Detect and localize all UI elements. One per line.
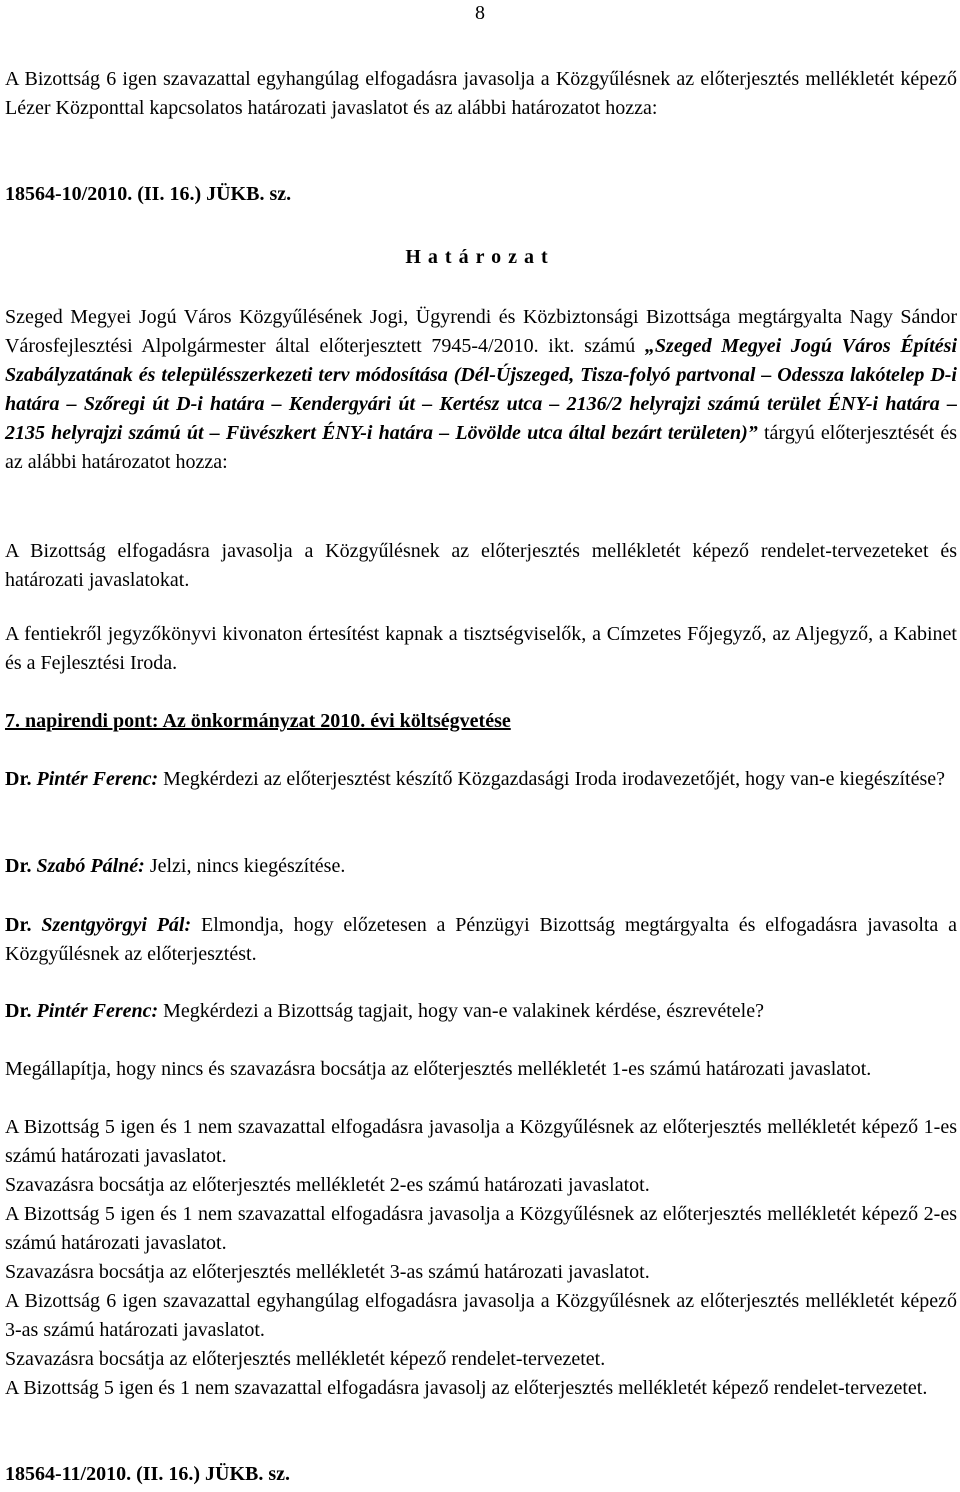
statement-text: Elmondja, hogy előzetesen a Pénzügyi Bizottság megtárgyalta és elfogadásra javasolta a Közgyűlésnek az előterjesztést. [5, 914, 958, 965]
vote-line-7: Szavazásra bocsátja az előterjesztés mellékletét képező rendelet-tervezetet. [5, 1348, 606, 1370]
speaker-title: Dr. [5, 768, 32, 790]
vote-line-4: A Bizottság 5 igen és 1 nem szavazattal elfogadásra javasolja a Közgyűlésnek az előterjesztés mellékletét képező 2-es számú határozati javaslatot. [5, 1203, 957, 1254]
vote-line-3: Szavazásra bocsátja az előterjesztés mellékletét 2-es számú határozati javaslatot. [5, 1174, 650, 1196]
resolution-body-subject: „Szeged Megyei Jogú Város Építési Szabályzatának és településszerkezeti terv módosítása (Dél-Újszeged, Tisza-folyó partvonal – Odessza lakótelep D-i határa – Szőregi út D-i határa – Kendergyári út – Kertész utca – 2136/2 helyrajzi számú terület ÉNY-i határa – 2135 helyrajzi számú út – Füvészkert ÉNY-i határa – Lövölde utca által bezárt területen)” [5, 335, 958, 444]
resolution-number-10: 18564-10/2010. (II. 16.) JÜKB. sz. [5, 183, 292, 205]
vote-line-1: Megállapítja, hogy nincs és szavazásra bocsátja az előterjesztés mellékletét 1-es számú határozati javaslatot. [5, 1058, 872, 1080]
speaker-title: Dr. [5, 914, 32, 936]
statement-text: Megkérdezi az előterjesztést készítő Közgazdasági Iroda irodavezetőjét, hogy van-e kiegészítése? [163, 768, 945, 790]
vote-line-6: A Bizottság 6 igen szavazattal egyhangúlag elfogadásra javasolja a Közgyűlésnek az előterjesztés mellékletét képező 3-as számú határozati javaslatot. [5, 1290, 957, 1341]
speaker-name: Pintér Ferenc: [36, 768, 159, 790]
resolution-body-intro: Szeged Megyei Jogú Város Közgyűlésének Jogi, Ügyrendi és Közbiztonsági Bizottsága megtárgyalta Nagy Sándor Városfejlesztési Alpolgármester által előterjesztett 7945-4/2010. ikt. számú [5, 306, 957, 357]
statement-pinter-1 [5, 765, 957, 794]
speaker-title: Dr. [5, 855, 32, 877]
resolution-title: Határozat [405, 246, 555, 268]
statement-pinter-2 [5, 997, 957, 1026]
resolution-body-end: tárgyú előterjesztését és az alábbi határozatot hozza: [5, 422, 957, 473]
page-number: 8 [475, 2, 485, 24]
speaker-title: Dr. [5, 1000, 32, 1022]
speaker-name: Szabó Pálné: [36, 855, 145, 877]
paragraph-notification: A fentiekről jegyzőkönyvi kivonaton értesítést kapnak a tisztségviselők, a Címzetes Főjegyző, az Aljegyző, a Kabinet és a Fejlesztési Iroda. [5, 623, 957, 674]
agenda-item-7-heading: 7. napirendi pont: Az önkormányzat 2010. évi költségvetése [5, 710, 511, 732]
paragraph-vote-laser-center: A Bizottság 6 igen szavazattal egyhangúlag elfogadásra javasolja a Közgyűlésnek az előterjesztés mellékletét képező Lézer Központtal kapcsolatos határozati javaslatot és az alábbi határozatot hozza: [5, 68, 957, 119]
statement-text: Jelzi, nincs kiegészítése. [149, 855, 346, 877]
vote-line-8: A Bizottság 5 igen és 1 nem szavazattal elfogadásra javasolj az előterjesztés mellékletét képező rendelet-tervezetet. [5, 1377, 928, 1399]
resolution-number-11: 18564-11/2010. (II. 16.) JÜKB. sz. [5, 1463, 290, 1485]
paragraph-recommendation: A Bizottság elfogadásra javasolja a Közgyűlésnek az előterjesztés mellékletét képező rendelet-tervezeteket és határozati javaslatokat. [5, 540, 957, 591]
vote-line-5: Szavazásra bocsátja az előterjesztés mellékletét 3-as számú határozati javaslatot. [5, 1261, 650, 1283]
speaker-name: Pintér Ferenc: [36, 1000, 159, 1022]
statement-szabo [5, 852, 957, 881]
speaker-name: Szentgyörgyi Pál: [41, 914, 192, 936]
vote-line-2: A Bizottság 5 igen és 1 nem szavazattal elfogadásra javasolja a Közgyűlésnek az előterjesztés mellékletét képező 1-es számú határozati javaslatot. [5, 1116, 957, 1167]
statement-text: Megkérdezi a Bizottság tagjait, hogy van-e valakinek kérdése, észrevétele? [163, 1000, 764, 1022]
paragraph-resolution-body [5, 303, 957, 477]
statement-szentgyorgyi [5, 911, 957, 969]
